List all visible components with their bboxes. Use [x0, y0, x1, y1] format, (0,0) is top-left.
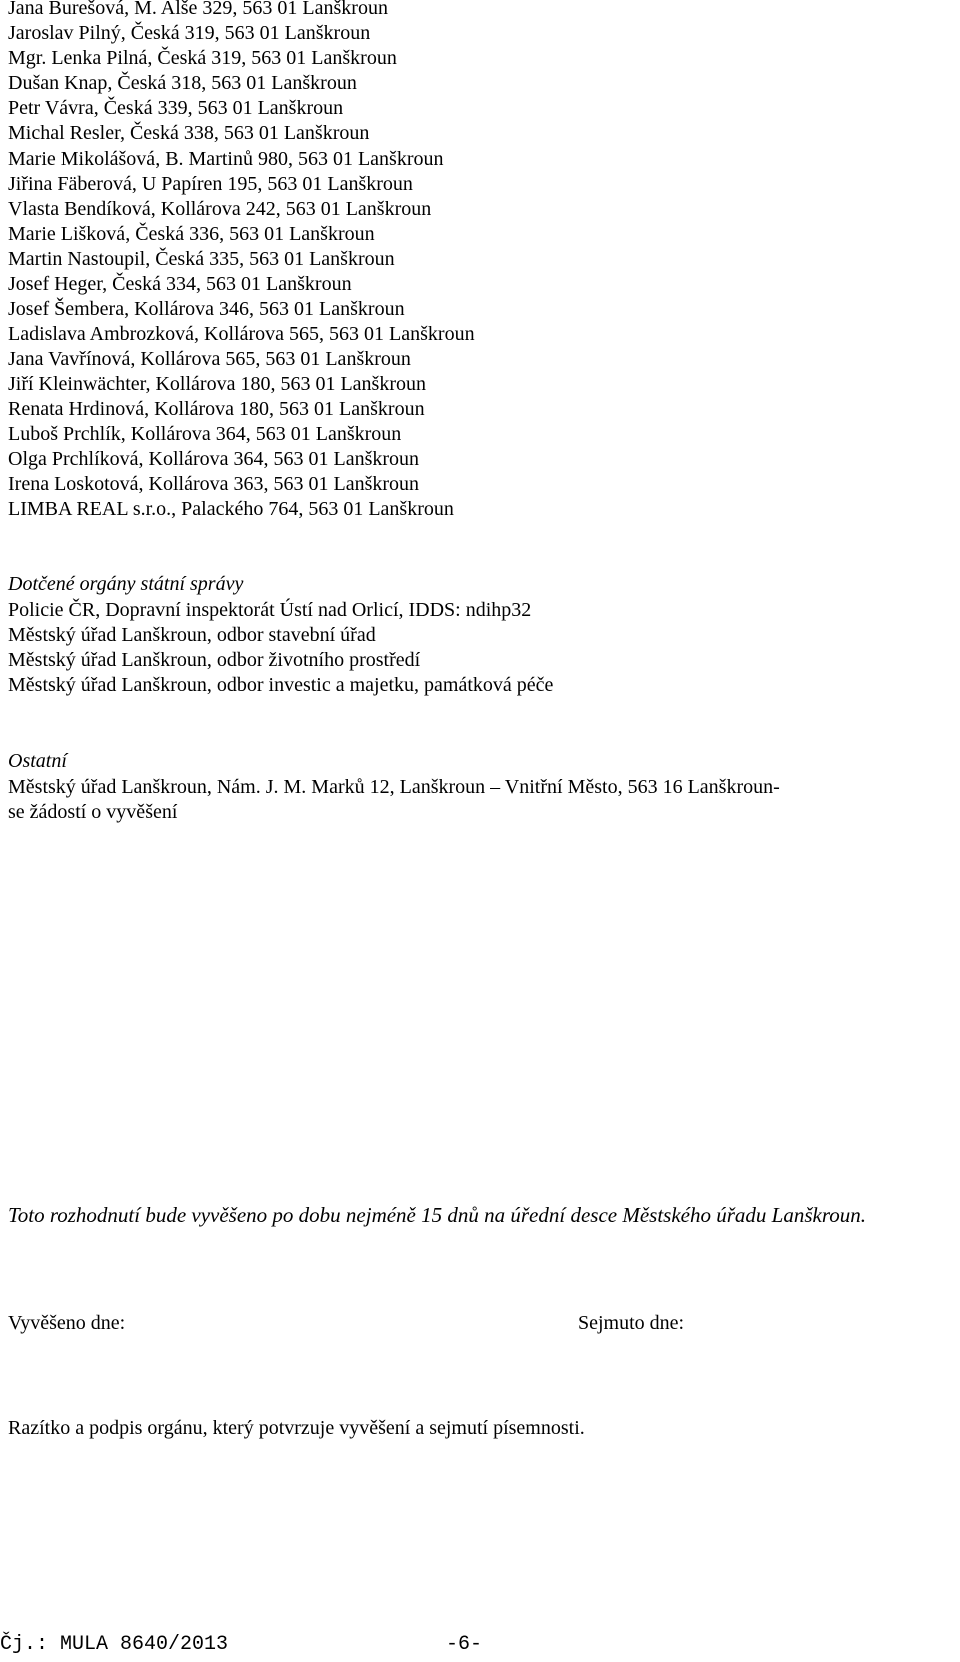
- stamp-signature-label: Razítko a podpis orgánu, který potvrzuje vyvěšení a sejmutí písemnosti.: [8, 1417, 585, 1439]
- section-heading: Dotčené orgány státní správy: [8, 573, 244, 595]
- removed-date-label: Sejmuto dne:: [578, 1312, 685, 1334]
- recipient-line: Irena Loskotová, Kollárova 363, 563 01 Lanškroun: [8, 473, 420, 495]
- recipient-line: Jiří Kleinwächter, Kollárova 180, 563 01 Lanškroun: [8, 373, 426, 395]
- recipient-line: Luboš Prchlík, Kollárova 364, 563 01 Lanškroun: [8, 423, 402, 445]
- recipient-line: Vlasta Bendíková, Kollárova 242, 563 01 Lanškroun: [8, 198, 432, 220]
- recipient-line: Olga Prchlíková, Kollárova 364, 563 01 Lanškroun: [8, 448, 420, 470]
- authority-line: Městský úřad Lanškroun, odbor stavební úřad: [8, 624, 376, 646]
- recipient-line: Jana Burešová, M. Alše 329, 563 01 Lanškroun: [8, 0, 388, 19]
- posting-notice: Toto rozhodnutí bude vyvěšeno po dobu nejméně 15 dnů na úřední desce Městského úřadu Lanškroun.: [8, 1203, 866, 1227]
- authority-line: Městský úřad Lanškroun, odbor životního prostředí: [8, 649, 421, 671]
- recipient-line: Ladislava Ambrozková, Kollárova 565, 563 01 Lanškroun: [8, 323, 475, 345]
- recipient-line: Marie Mikolášová, B. Martinů 980, 563 01 Lanškroun: [8, 148, 444, 170]
- recipient-line: Petr Vávra, Česká 339, 563 01 Lanškroun: [8, 97, 344, 119]
- recipient-line: Martin Nastoupil, Česká 335, 563 01 Lanškroun: [8, 248, 395, 270]
- recipient-line: LIMBA REAL s.r.o., Palackého 764, 563 01 Lanškroun: [8, 498, 454, 520]
- recipient-line: Jiřina Fäberová, U Papíren 195, 563 01 Lanškroun: [8, 173, 413, 195]
- page-number: -6-: [446, 1633, 483, 1656]
- authority-line: Městský úřad Lanškroun, odbor investic a majetku, památková péče: [8, 674, 554, 696]
- reference-number: Čj.: MULA 8640/2013: [0, 1633, 229, 1656]
- posted-date-label: Vyvěšeno dne:: [8, 1312, 126, 1334]
- recipient-line: Michal Resler, Česká 338, 563 01 Lanškroun: [8, 122, 370, 144]
- recipient-line: Josef Šembera, Kollárova 346, 563 01 Lanškroun: [8, 298, 405, 320]
- recipient-line: Josef Heger, Česká 334, 563 01 Lanškroun: [8, 273, 352, 295]
- recipient-line: Renata Hrdinová, Kollárova 180, 563 01 Lanškroun: [8, 398, 425, 420]
- recipient-line: Jaroslav Pilný, Česká 319, 563 01 Lanškroun: [8, 22, 371, 44]
- section-heading: Ostatní: [8, 750, 67, 772]
- recipient-line: Jana Vavřínová, Kollárova 565, 563 01 Lanškroun: [8, 348, 411, 370]
- recipient-line: Mgr. Lenka Pilná, Česká 319, 563 01 Lanškroun: [8, 47, 397, 69]
- recipient-line: Marie Lišková, Česká 336, 563 01 Lanškroun: [8, 223, 375, 245]
- authority-line: Policie ČR, Dopravní inspektorát Ústí nad Orlicí, IDDS: ndihp32: [8, 599, 532, 621]
- recipient-line: Dušan Knap, Česká 318, 563 01 Lanškroun: [8, 72, 357, 94]
- other-line: Městský úřad Lanškroun, Nám. J. M. Marků 12, Lanškroun – Vnitřní Město, 563 16 Lanškroun-: [8, 776, 780, 798]
- other-line: se žádostí o vyvěšení: [8, 801, 178, 823]
